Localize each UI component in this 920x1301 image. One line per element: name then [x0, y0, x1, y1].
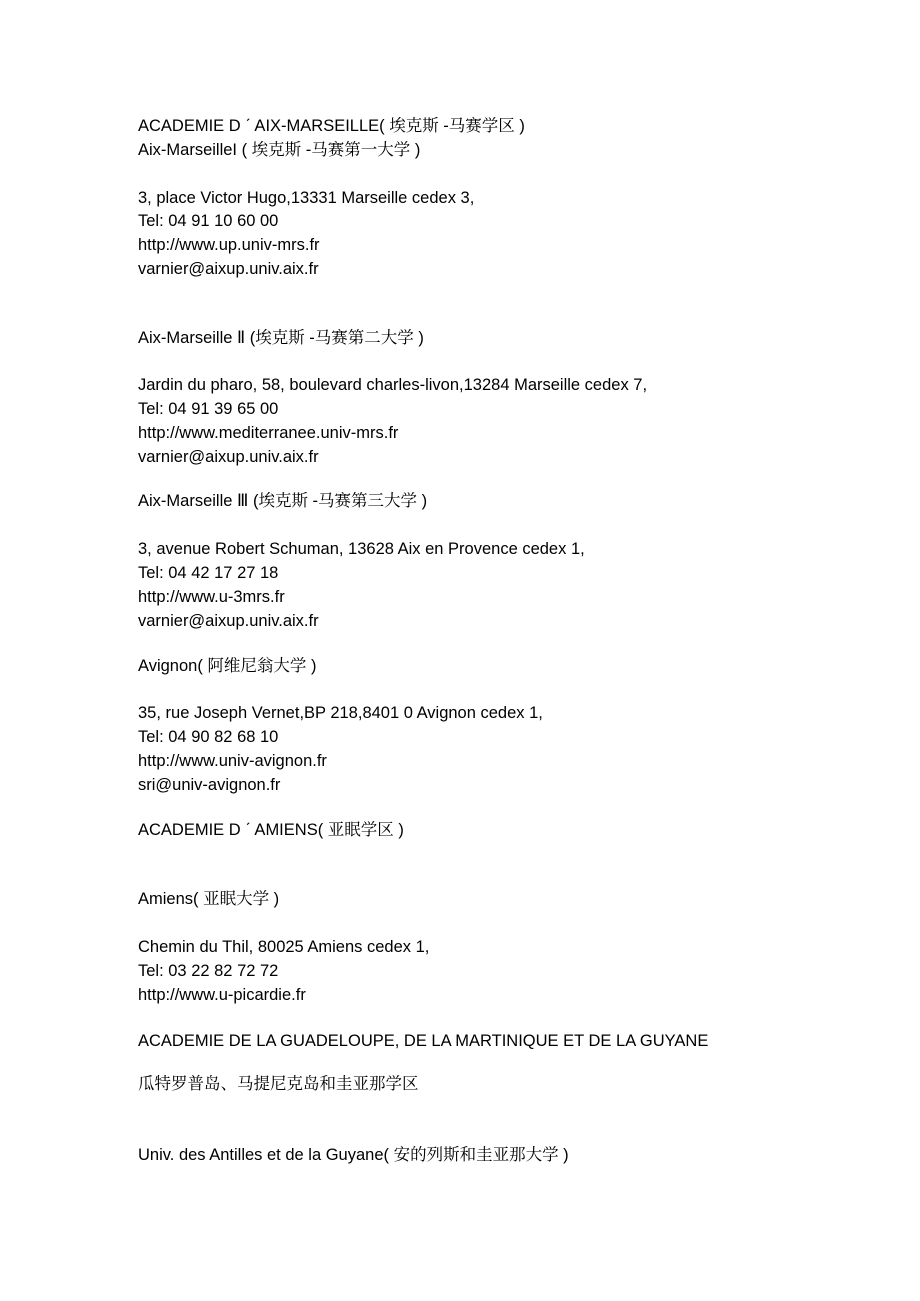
university-email: sri@univ-avignon.fr: [138, 776, 281, 794]
university-name-amiens: Amiens( 亚眠大学 ): [138, 890, 280, 908]
university-name-antilles: Univ. des Antilles et de la Guyane( 安的列斯和圭亚那大学 ): [138, 1146, 569, 1164]
university-url: http://www.up.univ-mrs.fr: [138, 236, 320, 254]
academy-heading-amiens: ACADEMIE D ˊ AMIENS( 亚眠学区 ): [138, 821, 404, 839]
academy-heading-aix-marseille: ACADEMIE D ˊ AIX-MARSEILLE( 埃克斯 -马赛学区 ): [138, 117, 525, 135]
university-address: Chemin du Thil, 80025 Amiens cedex 1,: [138, 938, 430, 956]
university-name-aix-marseille-3: Aix-Marseille Ⅲ (埃克斯 -马赛第三大学 ): [138, 492, 428, 510]
university-tel: Tel: 03 22 82 72 72: [138, 962, 279, 980]
university-url: http://www.mediterranee.univ-mrs.fr: [138, 424, 399, 442]
university-address: 3, avenue Robert Schuman, 13628 Aix en Provence cedex 1,: [138, 540, 585, 558]
university-name-avignon: Avignon( 阿维尼翁大学 ): [138, 657, 317, 675]
university-tel: Tel: 04 91 10 60 00: [138, 212, 279, 230]
academy-subheading-guadeloupe: 瓜特罗普岛、马提尼克岛和圭亚那学区: [138, 1075, 419, 1093]
university-tel: Tel: 04 42 17 27 18: [138, 564, 279, 582]
university-url: http://www.univ-avignon.fr: [138, 752, 327, 770]
university-email: varnier@aixup.univ.aix.fr: [138, 448, 319, 466]
university-address: 35, rue Joseph Vernet,BP 218,8401 0 Avignon cedex 1,: [138, 704, 543, 722]
university-name-aix-marseille-1: Aix-MarseilleI ( 埃克斯 -马赛第一大学 ): [138, 141, 421, 159]
university-url: http://www.u-picardie.fr: [138, 986, 306, 1004]
university-tel: Tel: 04 90 82 68 10: [138, 728, 279, 746]
university-address: 3, place Victor Hugo,13331 Marseille cedex 3,: [138, 189, 475, 207]
university-name-aix-marseille-2: Aix-Marseille Ⅱ (埃克斯 -马赛第二大学 ): [138, 329, 424, 347]
academy-heading-guadeloupe: ACADEMIE DE LA GUADELOUPE, DE LA MARTINIQUE ET DE LA GUYANE: [138, 1032, 709, 1050]
university-tel: Tel: 04 91 39 65 00: [138, 400, 279, 418]
university-email: varnier@aixup.univ.aix.fr: [138, 612, 319, 630]
university-url: http://www.u-3mrs.fr: [138, 588, 285, 606]
university-address: Jardin du pharo, 58, boulevard charles-livon,13284 Marseille cedex 7,: [138, 376, 648, 394]
university-email: varnier@aixup.univ.aix.fr: [138, 260, 319, 278]
